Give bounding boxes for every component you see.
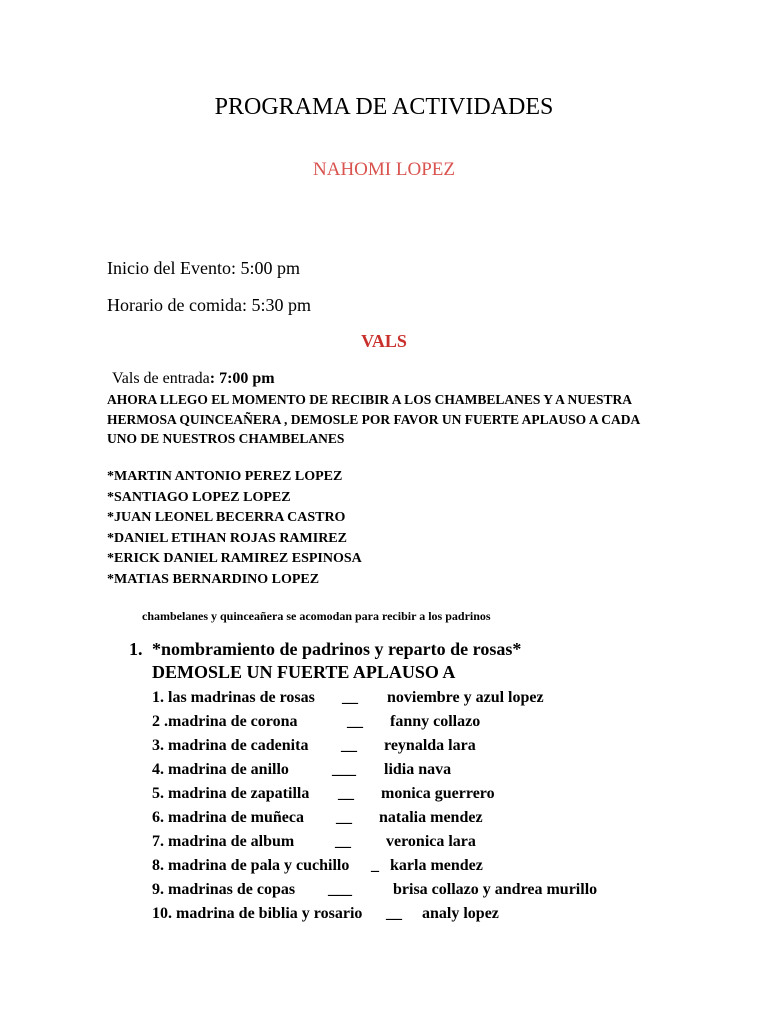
honoree-name: NAHOMI LOPEZ (313, 159, 455, 180)
godparent-role: 6. madrina de muñeca (152, 809, 304, 826)
godparent-blank: __ (342, 689, 358, 706)
arrangement-note: chambelanes y quinceañera se acomodan para recibir a los padrinos (142, 609, 491, 623)
godparent-role: 9. madrinas de copas (152, 881, 296, 898)
godparent-role: 7. madrina de album (152, 833, 295, 850)
vals-entry-time: : 7:00 pm (209, 370, 275, 387)
godparent-blank: __ (341, 737, 357, 754)
godparent-role: 3. madrina de cadenita (152, 737, 309, 754)
chambelan-item: *ERICK DANIEL RAMIREZ ESPINOSA (107, 551, 362, 566)
godparent-blank: __ (338, 785, 354, 802)
godparent-blank: ___ (328, 881, 352, 898)
chambelan-item: *DANIEL ETIHAN ROJAS RAMIREZ (107, 530, 347, 546)
godparent-name: fanny collazo (390, 713, 481, 730)
godparent-blank: ___ (332, 761, 356, 778)
chambelan-item: *MARTIN ANTONIO PEREZ LOPEZ (107, 469, 343, 484)
godparent-role: 5. madrina de zapatilla (152, 785, 310, 802)
godparent-role: 8. madrina de pala y cuchillo (152, 857, 350, 874)
godparent-role: 2 .madrina de corona (152, 713, 298, 730)
godparent-name: reynalda lara (384, 737, 476, 754)
vals-entry-line (112, 369, 275, 389)
announcement-line: AHORA LLEGO EL MOMENTO DE RECIBIR A LOS CHAMBELANES Y A NUESTRA (107, 392, 632, 407)
godparent-blank: __ (386, 905, 402, 922)
godparent-blank: __ (347, 713, 363, 730)
godparent-role: 10. madrina de biblia y rosario (152, 905, 363, 922)
godparent-role: 4. madrina de anillo (152, 761, 289, 778)
list-number: 1. (129, 639, 143, 659)
godparent-name: veronica lara (386, 833, 476, 850)
godparent-role: 1. las madrinas de rosas (152, 689, 315, 706)
chambelan-item: *SANTIAGO LOPEZ LOPEZ (107, 489, 291, 505)
event-start-label: Inicio del Evento: (107, 258, 236, 278)
page-title: PROGRAMA DE ACTIVIDADES (214, 94, 554, 120)
vals-entry-label: Vals de entrada (112, 370, 210, 387)
food-time-line (107, 294, 311, 316)
event-start-line (107, 257, 300, 279)
godparent-blank: __ (336, 809, 352, 826)
announcement-paragraph (107, 390, 687, 449)
padrinos-heading-line1: *nombramiento de padrinos y reparto de rosas* (152, 639, 522, 659)
vals-heading: VALS (361, 331, 407, 351)
chambelanes-list (107, 467, 362, 590)
padrinos-heading-line2: DEMOSLE UN FUERTE APLAUSO A (152, 662, 456, 682)
padrinos-section-heading (129, 638, 521, 684)
godparent-name: brisa collazo y andrea murillo (393, 881, 598, 898)
announcement-line: HERMOSA QUINCEAÑERA , DEMOSLE POR FAVOR UN FUERTE APLAUSO A CADA (107, 411, 641, 427)
chambelan-item: *MATIAS BERNARDINO LOPEZ (107, 571, 320, 587)
announcement-line: UNO DE NUESTROS CHAMBELANES (107, 431, 345, 446)
chambelan-item: *JUAN LEONEL BECERRA CASTRO (107, 510, 346, 525)
food-time-label: Horario de comida: (107, 295, 247, 315)
event-start-time: 5:00 pm (240, 258, 300, 278)
godparent-blank: _ (371, 857, 379, 874)
food-time-value: 5:30 pm (251, 295, 311, 315)
godparent-name: lidia nava (384, 761, 452, 778)
godparent-name: noviembre y azul lopez (387, 689, 544, 706)
godparent-blank: __ (335, 833, 351, 850)
godparent-name: karla mendez (390, 857, 483, 874)
godparent-name: natalia mendez (379, 809, 483, 826)
godparent-name: monica guerrero (381, 785, 495, 802)
godparent-name: analy lopez (422, 905, 499, 922)
